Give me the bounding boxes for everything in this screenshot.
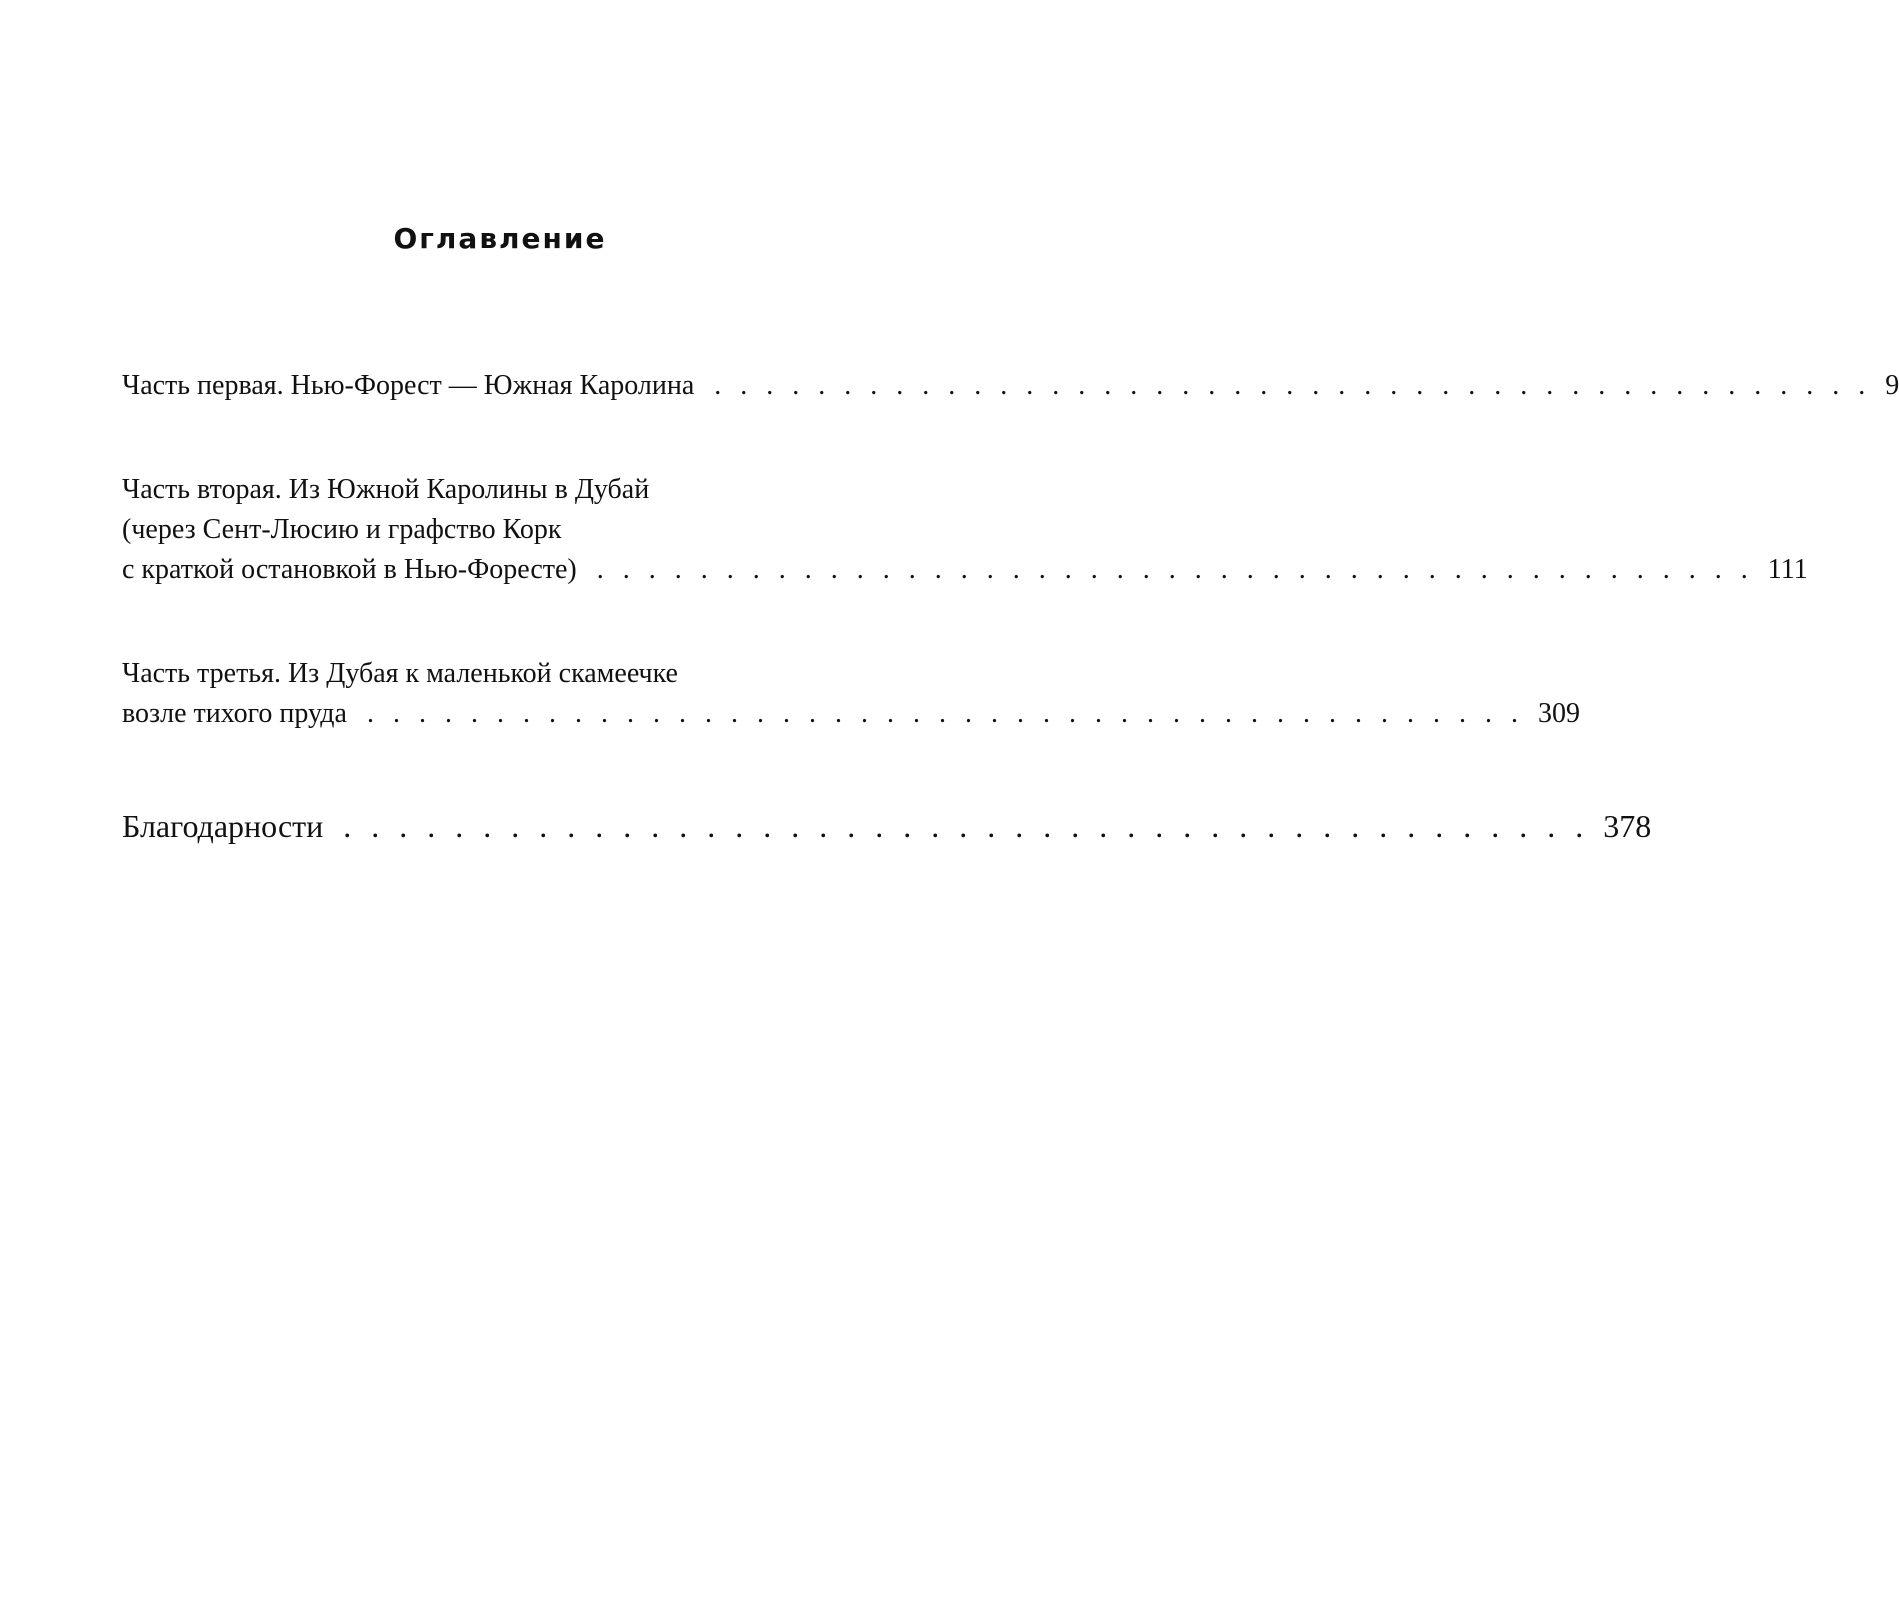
toc-entry-page-number: 378 — [1603, 808, 1652, 844]
toc-entry-last-line — [122, 550, 1808, 590]
toc-entry-part-three — [122, 654, 1580, 734]
dot-leader: . . . . . . . . . . . . . . . . . . . . . . . . . . . . . . . . . . . . . . . . . . . . . — [366, 698, 1524, 729]
toc-entry-last-line — [122, 806, 1652, 846]
toc-heading: Оглавление — [393, 222, 607, 255]
toc-entry-title-line: Часть вторая. Из Южной Каролины в Дубай — [122, 474, 650, 505]
toc-entry-title: Часть первая. Нью-Форест — Южная Каролина — [122, 370, 695, 401]
toc-entry-last-line — [122, 366, 1899, 406]
dot-leader: . . . . . . . . . . . . . . . . . . . . . . . . . . . . . . . . . . . . . . . . . . . . . — [714, 370, 1872, 401]
toc-entry-page-number: 111 — [1767, 554, 1808, 585]
toc-entry-page-number: 309 — [1537, 698, 1580, 729]
toc-entry-part-two — [122, 470, 1808, 590]
dot-leader: . . . . . . . . . . . . . . . . . . . . . . . . . . . . . . . . . . . . . . . . . . . . . — [343, 808, 1590, 844]
toc-entry-acknowledgements — [122, 806, 1652, 846]
toc-entry-page-number: 9 — [1885, 370, 1899, 401]
toc-entry-title-line: (через Сент-Люсию и графство Корк — [122, 514, 562, 545]
toc-entry-title-line: с краткой остановкой в Нью-Форесте) — [122, 554, 577, 585]
toc-entry-part-one — [122, 366, 1899, 406]
toc-entry-title-line: возле тихого пруда — [122, 698, 347, 729]
toc-entry-title: Благодарности — [122, 808, 324, 844]
dot-leader: . . . . . . . . . . . . . . . . . . . . . . . . . . . . . . . . . . . . . . . . . . . . . — [596, 554, 1754, 585]
toc-entry-title-line: Часть третья. Из Дубая к маленькой скамеечке — [122, 658, 678, 689]
toc-entry-last-line — [122, 694, 1580, 734]
